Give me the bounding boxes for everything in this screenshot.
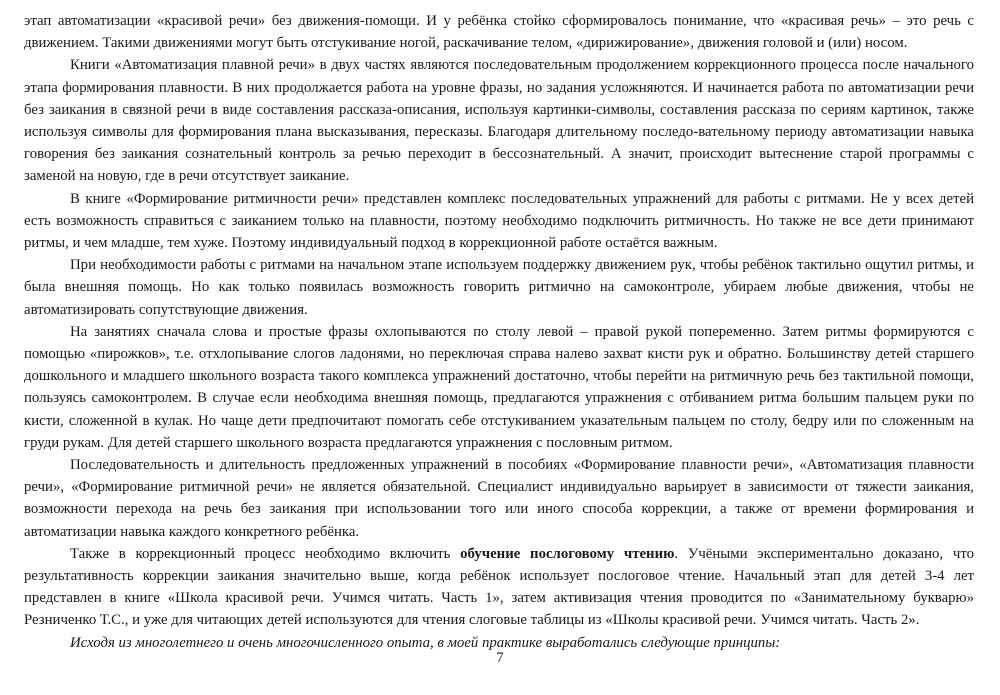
bold-phrase: обучение послоговому чтению (460, 545, 675, 562)
text-run: Также в коррекционный процесс необходимо включить (70, 545, 461, 562)
paragraph-syllable-reading (24, 543, 974, 632)
paragraph-continuation: этап автоматизации «красивой речи» без движения-помощи. И у ребёнка стойко сформировалось понимание, что «красивая речь» – это речь с движением. Такими движениями могут быть отстукивание ногой, раскачивание телом, «дирижирование», движения головой и (или) носом. (24, 13, 974, 52)
paragraph-rhythm-book: В книге «Формирование ритмичности речи» представлен комплекс последовательных упражнений для работы с ритмами. Не у всех детей есть возможность справиться с заиканием только на плавности, поэтому необходимо подключить ритмичность. Но также не все дети принимают ритмы, и чем младше, тем хуже. Поэтому индивидуальный подход в коррекционной работе остаётся важным. (24, 190, 974, 252)
paragraph-principles-intro: Исходя из многолетнего и очень многочисленного опыта, в моей практике выработались следующие принципы: (70, 634, 781, 651)
text-run: . Учёными экспериментально доказано, что результативность коррекции заикания значительно выше, когда ребёнок использует послоговое чтение. Начальный этап для детей 3-4 лет представлен в книге «Школа красивой речи. Учимся читать. Часть 1», затем активизация чтения проводится по «Занимательному букварю» Резниченко Т.С., и уже для читающих детей используются для чтения слоговые таблицы из «Школы красивой речи. Учимся читать. Часть 2». (24, 545, 974, 629)
paragraph-lessons: На занятиях сначала слова и простые фразы охлопываются по столу левой – правой рукой попеременно. Затем ритмы формируются с помощью «пирожков», т.е. отхлопывание слогов ладонями, но переключая справа налево захват кисти рук и обратно. Большинству детей старшего дошкольного и младшего школьного возраста такого комплекса упражнений достаточно, чтобы перейти на ритмичную речь без тактильной помощи, пользуясь самоконтролем. В случае если необходима внешняя помощь, предлагаются упражнения с отбиванием ритма большим пальцем руки по кисти, сложенной в кулак. Но чаще дети предпочитают помогать себе отстукиванием указательным пальцем по столу, бедру или по сложенным на груди рукам. Для детей старшего школьного возраста предлагаются упражнения с пословным ритмом. (24, 323, 974, 451)
paragraph-sequence: Последовательность и длительность предложенных упражнений в пособиях «Формирование плавности речи», «Автоматизация плавности речи», «Формирование ритмичной речи» не является обязательной. Специалист индивидуально варьирует в зависимости от тяжести заикания, возможности перехода на речь без заикания при использовании того или иного способа коррекции, а также от времени формирования и автоматизации навыка каждого конкретного ребёнка. (24, 457, 974, 540)
paragraph-books-automation: Книги «Автоматизация плавной речи» в двух частях являются последовательным продолжением коррекционного процесса после начального этапа формирования плавности. В них продолжается работа на уровне фразы, но задания усложняются. И начинается работа по автоматизации речи без заикания в связной речи в виде составления рассказа-описания, используя картинки-символы, составления рассказа по сериям картинок, также используя символы для формирования плана высказывания, пересказы. Благодаря длительному последо-вательному периоду автоматизации навыка говорения без заикания сознательный контроль за речью переходит в бессознательный. А значит, происходит вытеснение старой программы с заменой на новую, где в речи отсутствует заикание. (24, 57, 974, 185)
paragraph-hand-support: При необходимости работы с ритмами на начальном этапе используем поддержку движением рук, чтобы ребёнок тактильно ощутил ритмы, и была внешняя помощь. Но как только появилась возможность говорить ритмично на самоконтроле, убираем любые движения, чтобы не автоматизировать сопутствующие движения. (24, 257, 974, 318)
page-number: 7 (496, 650, 504, 666)
